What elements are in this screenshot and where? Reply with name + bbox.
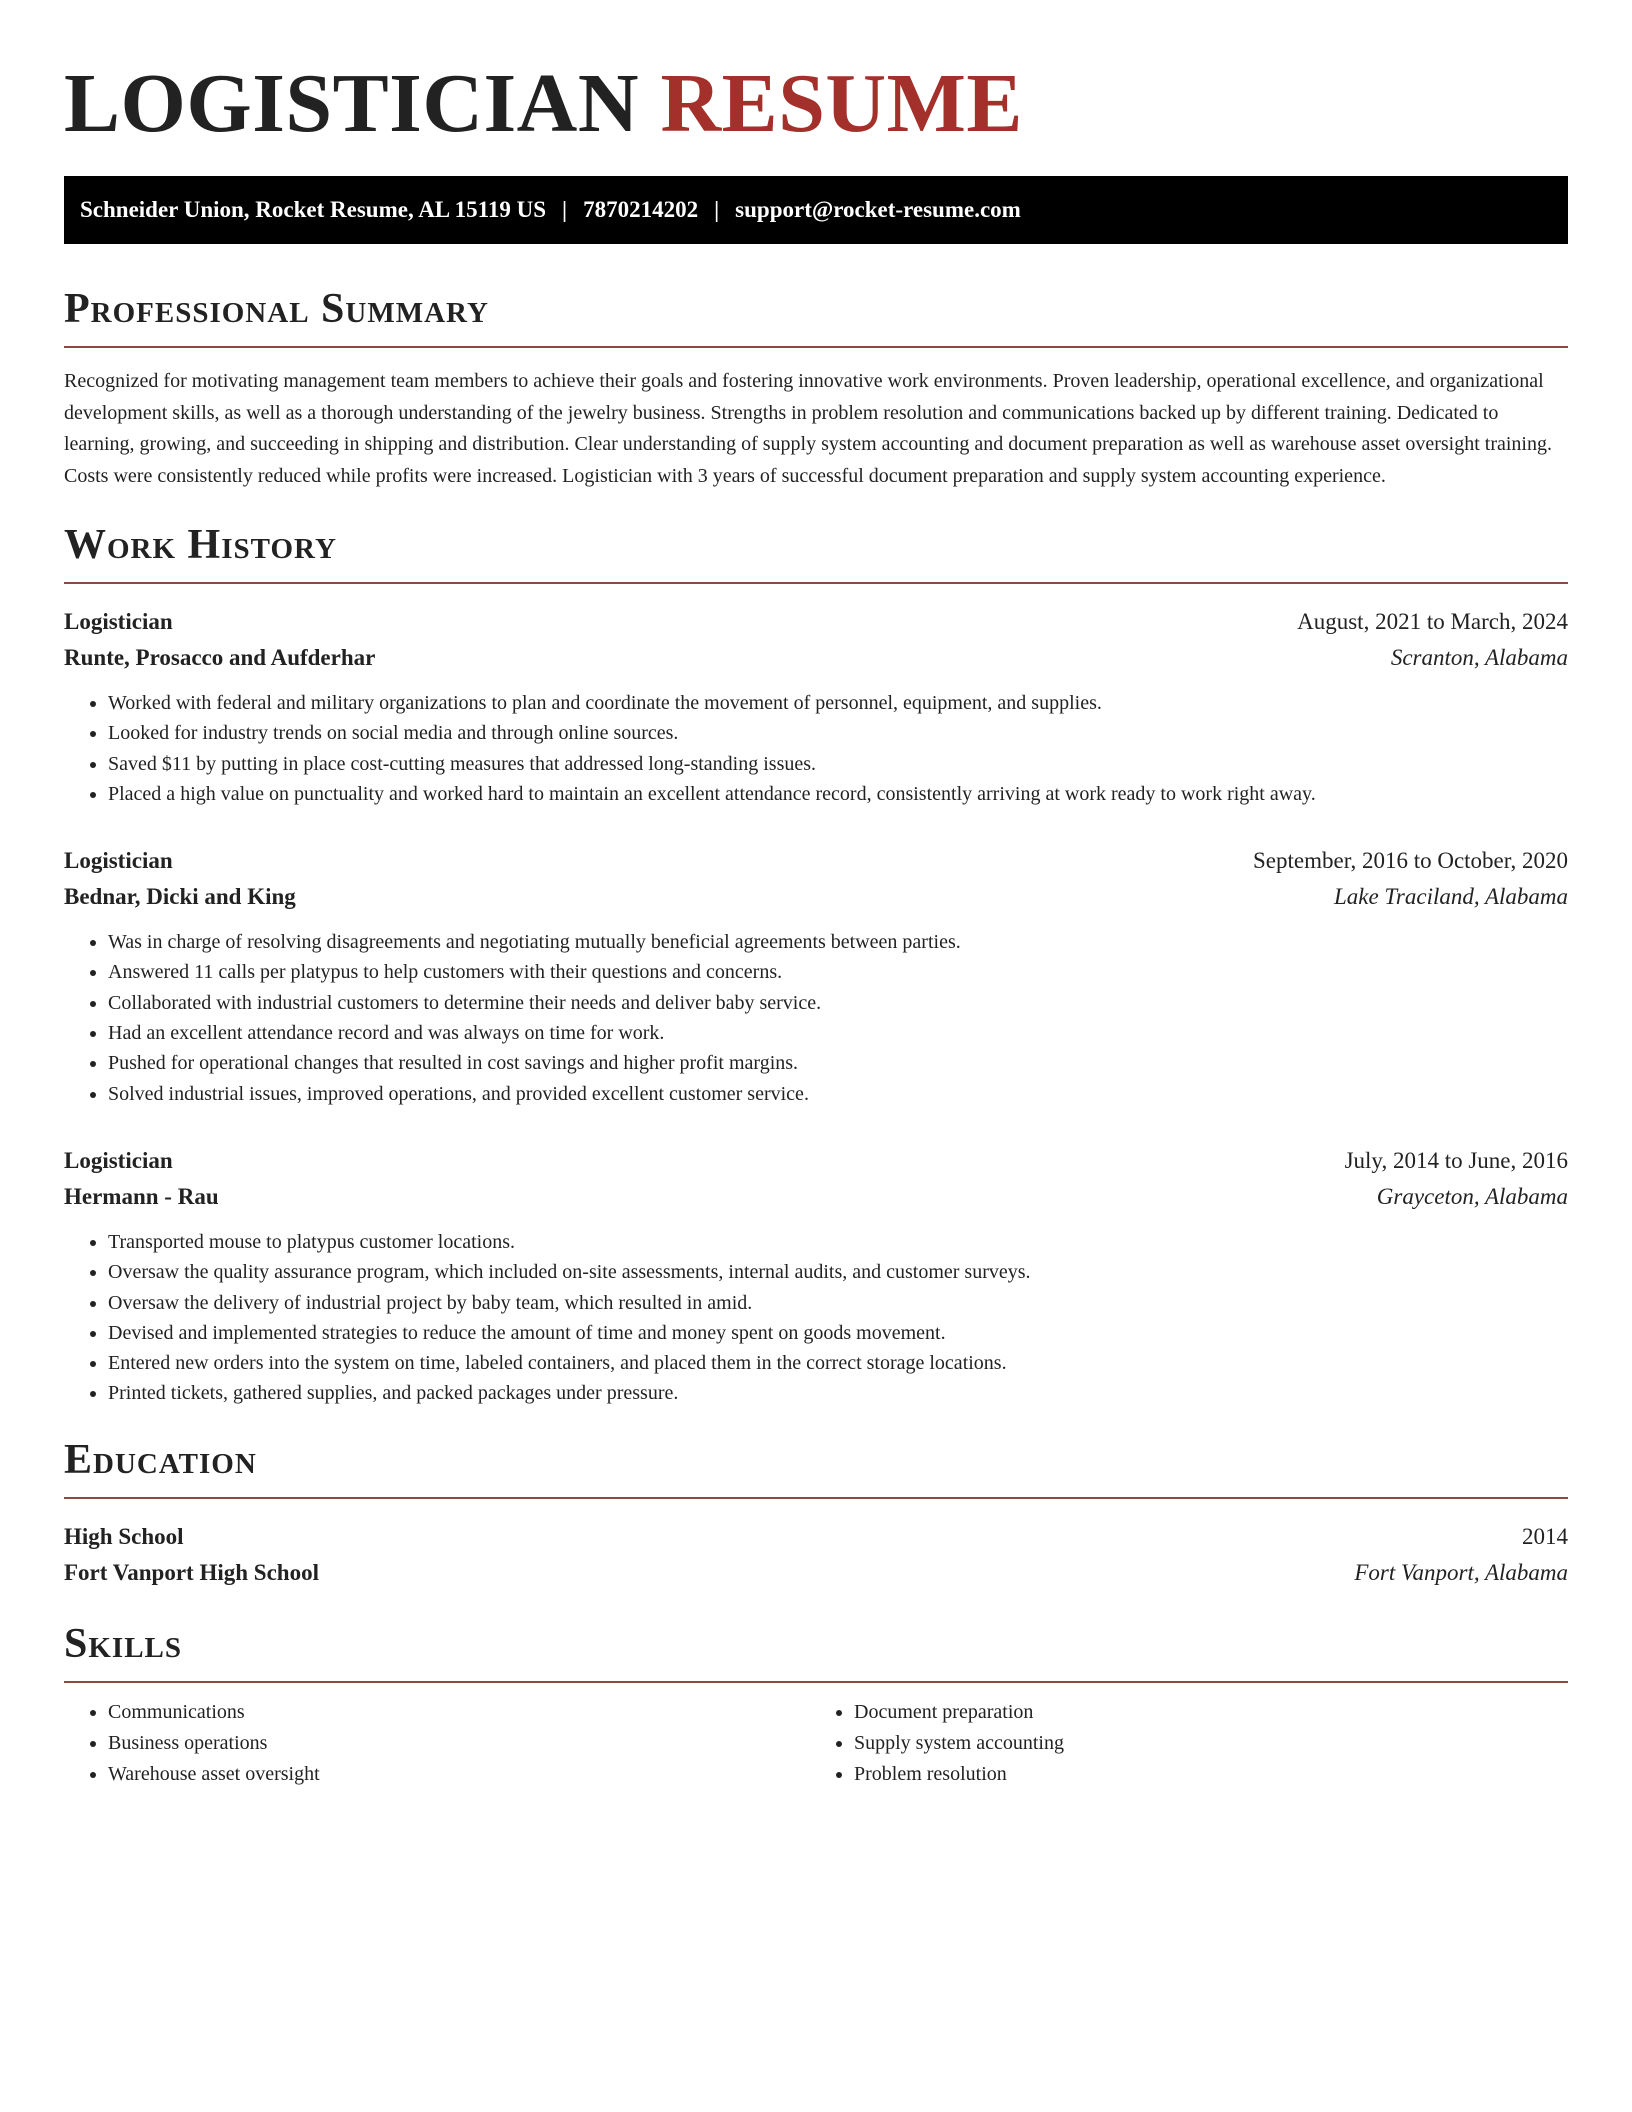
skill-item: • Communications	[108, 1697, 822, 1728]
job-dates: August, 2021 to March, 2024	[1297, 609, 1568, 634]
job-bullet: • Pushed for operational changes that resulted in cost savings and higher profit margins.	[108, 1048, 1568, 1078]
job-bullets	[64, 1227, 1568, 1409]
title-second-word: RESUME	[660, 57, 1023, 150]
job-entry	[64, 1143, 1568, 1409]
job-bullet: • Was in charge of resolving disagreements and negotiating mutually beneficial agreements between parties.	[108, 927, 1568, 957]
education-heading: Education	[64, 1435, 1568, 1499]
job-bullet: • Saved $11 by putting in place cost-cutting measures that addressed long-standing issues.	[108, 749, 1568, 779]
resume-page	[64, 0, 1568, 1790]
education-school: Fort Vanport High School	[64, 1559, 319, 1585]
contact-separator: |	[714, 197, 720, 222]
skill-item: • Business operations	[108, 1728, 822, 1759]
job-company: Runte, Prosacco and Aufderhar	[64, 645, 376, 670]
skill-item: • Warehouse asset oversight	[108, 1759, 822, 1790]
job-bullet: • Transported mouse to platypus customer locations.	[108, 1227, 1568, 1257]
job-location: Scranton, Alabama	[1390, 645, 1568, 670]
summary-heading: Professional Summary	[64, 284, 1568, 348]
contact-bar	[64, 176, 1568, 244]
job-location: Lake Traciland, Alabama	[1333, 884, 1568, 910]
contact-address: Schneider Union, Rocket Resume, AL 15119 US	[80, 197, 547, 222]
contact-phone: 7870214202	[583, 197, 699, 222]
job-location: Grayceton, Alabama	[1376, 1183, 1568, 1209]
education-entry	[64, 1519, 1568, 1591]
job-company: Hermann - Rau	[64, 1183, 219, 1209]
job-bullet: • Worked with federal and military organizations to plan and coordinate the movement of personnel, equipment, and supplies.	[108, 688, 1568, 718]
job-bullets	[64, 927, 1568, 1109]
contact-separator: |	[562, 197, 568, 222]
title-first-word: LOGISTICIAN	[64, 57, 640, 150]
job-company: Bednar, Dicki and King	[64, 884, 296, 910]
job-bullet: • Entered new orders into the system on time, labeled containers, and placed them in the correct storage locations.	[108, 1348, 1568, 1378]
job-bullet: • Placed a high value on punctuality and worked hard to maintain an excellent attendance record, consistently arriving at work ready to work right away.	[108, 779, 1568, 809]
skills-column-left	[64, 1697, 822, 1790]
education-year: 2014	[1522, 1523, 1568, 1549]
skill-item: • Problem resolution	[854, 1759, 1568, 1790]
job-dates: September, 2016 to October, 2020	[1253, 848, 1568, 874]
job-bullet: • Devised and implemented strategies to reduce the amount of time and money spent on goods movement.	[108, 1318, 1568, 1348]
job-entry	[64, 604, 1568, 809]
job-bullet: • Had an excellent attendance record and was always on time for work.	[108, 1018, 1568, 1048]
education-degree: High School	[64, 1523, 184, 1549]
job-dates: July, 2014 to June, 2016	[1344, 1147, 1568, 1173]
job-bullet: • Looked for industry trends on social media and through online sources.	[108, 718, 1568, 748]
summary-text: Recognized for motivating management team members to achieve their goals and fostering innovative work environments. Proven leadership, operational excellence, and organizational development skills, as well as a thorough understanding of the jewelry business. Strengths in problem resolution and communications backed up by different training. Dedicated to learning, growing, and succeeding in shipping and distribution. Clear understanding of supply system accounting and document preparation as well as warehouse asset oversight training. Costs were consistently reduced while profits were increased. Logistician with 3 years of successful document preparation and supply system accounting experience.	[64, 370, 1552, 487]
contact-email: support@rocket-resume.com	[735, 197, 1021, 222]
work-history-heading: Work History	[64, 520, 1568, 584]
skill-item: • Supply system accounting	[854, 1728, 1568, 1759]
skills-column-right	[822, 1697, 1568, 1790]
job-title: Logistician	[64, 1147, 173, 1173]
job-bullet: • Collaborated with industrial customers to determine their needs and deliver baby service.	[108, 988, 1568, 1018]
skills-list	[64, 1697, 1568, 1790]
job-title: Logistician	[64, 848, 173, 874]
job-title: Logistician	[64, 609, 173, 634]
job-bullet: • Oversaw the quality assurance program, which included on-site assessments, internal audits, and customer surveys.	[108, 1257, 1568, 1287]
education-location: Fort Vanport, Alabama	[1354, 1559, 1568, 1585]
job-bullets	[64, 688, 1568, 809]
skill-item: • Document preparation	[854, 1697, 1568, 1728]
job-bullet: • Solved industrial issues, improved operations, and provided excellent customer service.	[108, 1079, 1568, 1109]
job-entry	[64, 843, 1568, 1109]
job-bullet: • Printed tickets, gathered supplies, and packed packages under pressure.	[108, 1378, 1568, 1408]
skills-heading: Skills	[64, 1619, 1568, 1683]
resume-title	[64, 56, 1568, 152]
job-bullet: • Oversaw the delivery of industrial project by baby team, which resulted in amid.	[108, 1288, 1568, 1318]
job-bullet: • Answered 11 calls per platypus to help customers with their questions and concerns.	[108, 957, 1568, 987]
